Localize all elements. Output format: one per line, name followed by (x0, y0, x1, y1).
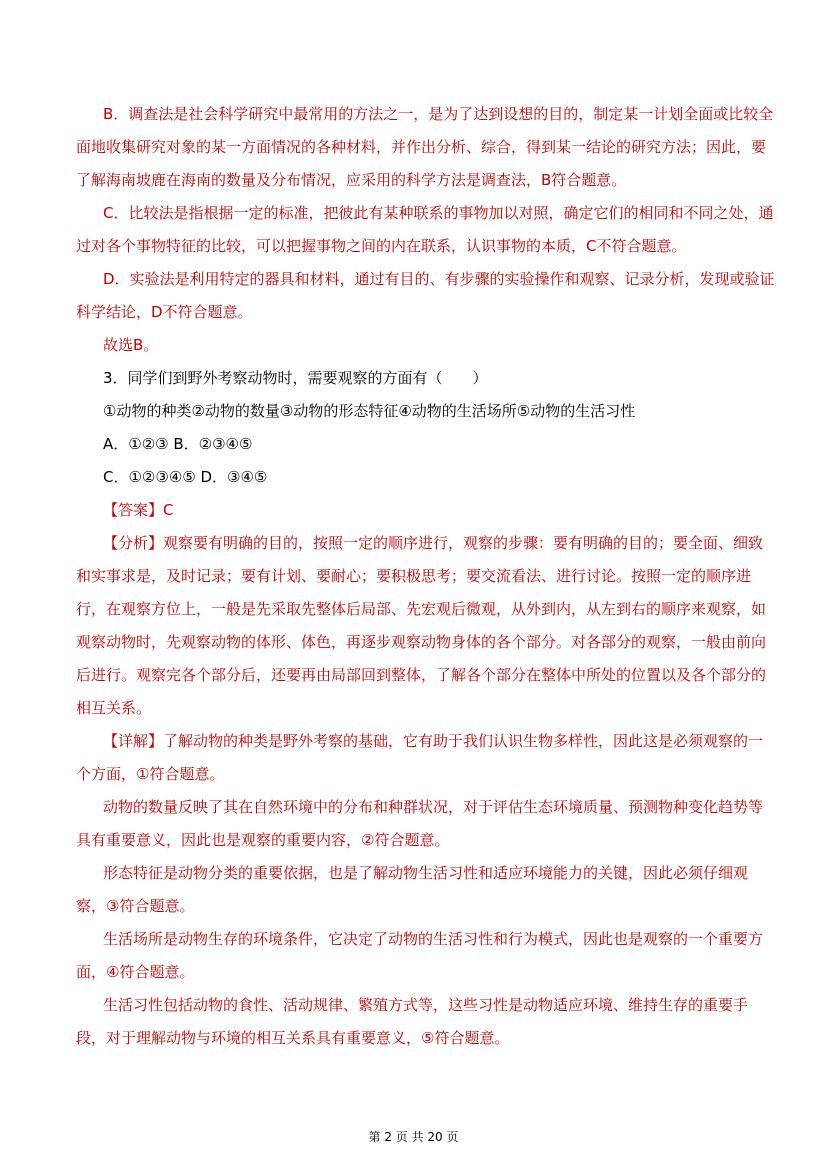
analysis: 【分析】观察要有明确的目的，按照一定的顺序进行，观察的步骤：要有明确的目的；要全面、细致和实事求是，及时记录；要有计划、要耐心；要积极思考；要交流看法、进行讨论。按照一定的顺序进行，在观察方位上，一般是先采取先整体后局部、先宏观后微观，从外到内，从左到右的顺序来观察，如观察动物时，先观察动物的体形、体色，再逐步观察动物身体的各个部分。对各部分的观察，一般由前向后进行。观察完各个部分后，还要再由局部回到整体，了解各个部分在整体中所处的位置以及各个部分的相互关系。 (76, 534, 767, 717)
detail-2: 动物的数量反映了其在自然环境中的分布和种群状况，对于评估生态环境质量、预测物种变化趋势等具有重要意义，因此也是观察的重要内容，②符合题意。 (76, 798, 764, 849)
detail-3: 形态特征是动物分类的重要依据，也是了解动物生活习性和适应环境能力的关键，因此必须仔细观察，③符合题意。 (76, 864, 749, 915)
detail-4: 生活场所是动物生存的环境条件，它决定了动物的生活习性和行为模式，因此也是观察的一个重要方面，④符合题意。 (76, 930, 764, 981)
question-items: ①动物的种类②动物的数量③动物的形态特征④动物的生活场所⑤动物的生活习性 (103, 402, 636, 420)
detail-5: 生活习性包括动物的食性、活动规律、繁殖方式等，这些习性是动物适应环境、维持生存的重要手段，对于理解动物与环境的相互关系具有重要意义，⑤符合题意。 (76, 996, 749, 1047)
question-3: 3．同学们到野外考察动物时，需要观察的方面有（ ） (103, 369, 488, 387)
choose-answer: 故选B。 (103, 336, 159, 354)
explanation-b: B．调查法是社会科学研究中最常用的方法之一，是为了达到设想的目的，制定某一计划全面或比较全面地收集研究对象的某一方面情况的各种材料，并作出分析、综合，得到某一结论的研究方法；因此，要了解海南坡鹿在海南的数量及分布情况，应采用的科学方法是调查法，B符合题意。 (76, 105, 774, 189)
explanation-c: C．比较法是指根据一定的标准，把彼此有某种联系的事物加以对照，确定它们的相同和不同之处，通过对各个事物特征的比较，可以把握事物之间的内在联系，认识事物的本质，C不符合题意。 (76, 204, 774, 255)
page-footer: 第 2 页 共 20 页 (368, 1130, 459, 1144)
answer: 【答案】C (103, 501, 174, 519)
option-c-d: C．①②③④⑤ D．③④⑤ (103, 468, 268, 486)
explanation-d: D．实验法是利用特定的器具和材料，通过有目的、有步骤的实验操作和观察、记录分析，发现或验证科学结论，D不符合题意。 (76, 270, 775, 321)
option-a-b: A．①②③ B．②③④⑤ (103, 435, 253, 453)
detail-1: 【详解】了解动物的种类是野外考察的基础，它有助于我们认识生物多样性，因此这是必须观察的一个方面，①符合题意。 (76, 732, 764, 783)
